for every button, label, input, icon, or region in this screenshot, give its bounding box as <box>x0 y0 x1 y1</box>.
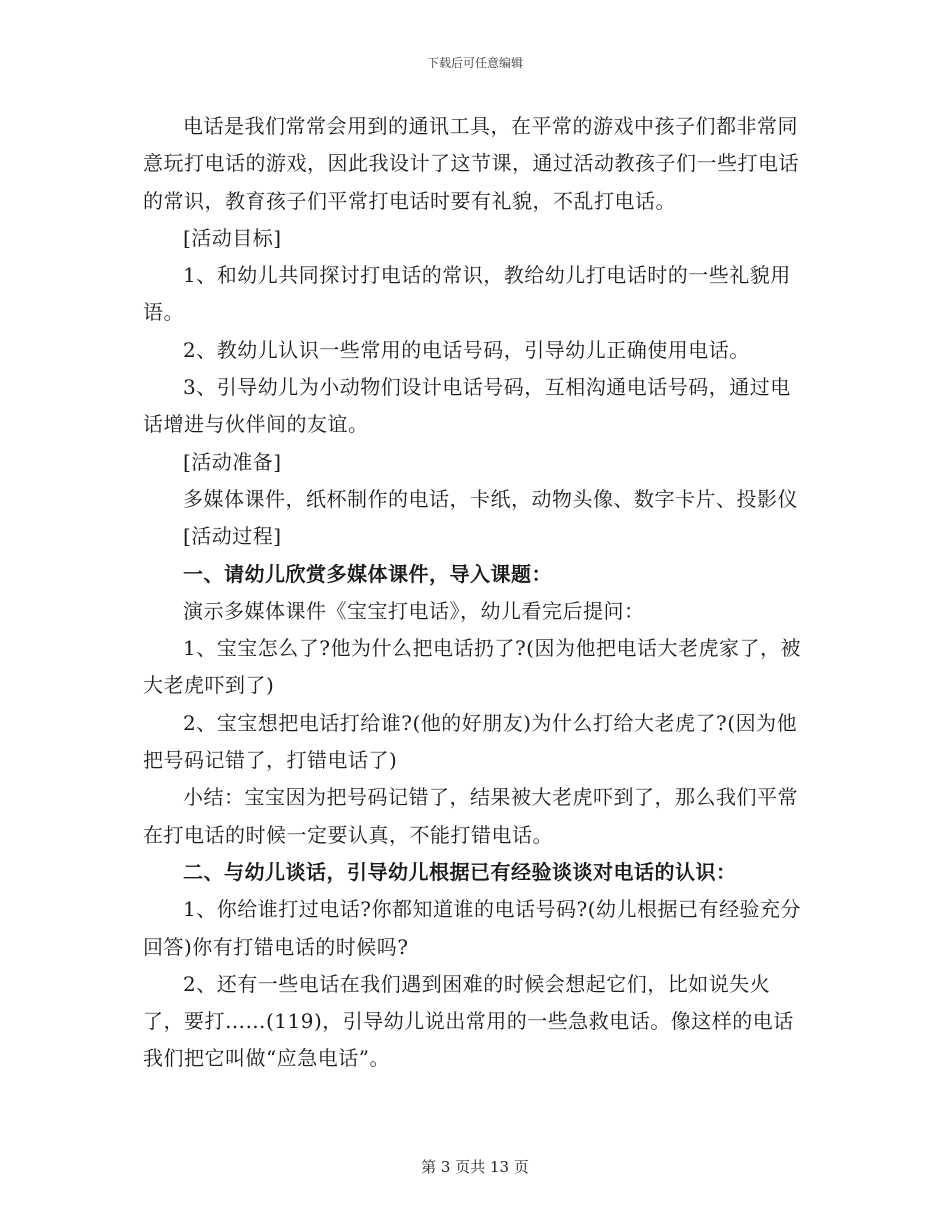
step-2-question-2: 2、还有一些电话在我们遇到困难的时候会想起它们，比如说失火了，要打……(119)，引导幼儿说出常用的一些急救电话。像这样的电话我们把它叫做“应急电话”。 <box>143 971 794 1071</box>
goal-item-2: 2、教幼儿认识一些常用的电话号码，引导幼儿正确使用电话。 <box>183 337 750 362</box>
page-header: 下载后可任意编辑 <box>426 56 523 70</box>
page-footer: 第 3 页共 13 页 <box>421 1158 529 1176</box>
step-1-question-1: 1、宝宝怎么了?他为什么把电话扔了?(因为他把电话大老虎家了，被大老虎吓到了) <box>143 636 801 698</box>
paragraph-intro: 电话是我们常常会用到的通讯工具，在平常的游戏中孩子们都非常同意玩打电话的游戏，因此我设计了这节课，通过活动教孩子们一些打电话的常识，教育孩子们平常打电话时要有礼貌，不乱打电话。 <box>143 114 799 213</box>
step-1-question-2: 2、宝宝想把电话打给谁?(他的好朋友)为什么打给大老虎了?(因为他把号码记错了，打错电话了) <box>143 710 798 773</box>
section-heading-preparation: [活动准备] <box>183 449 282 474</box>
step-heading-1: 一、请幼儿欣赏多媒体课件，导入课题： <box>183 561 552 586</box>
section-heading-goals: [活动目标] <box>183 225 282 250</box>
step-1-intro: 演示多媒体课件《宝宝打电话》，幼儿看完后提问： <box>183 598 645 623</box>
goal-item-3: 3、引导幼儿为小动物们设计电话号码，互相沟通电话号码，通过电话增进与伙伴间的友谊。 <box>143 375 791 437</box>
document-body <box>143 108 808 1078</box>
preparation-text: 多媒体课件，纸杯制作的电话，卡纸，动物头像、数字卡片、投影仪 <box>183 486 798 511</box>
step-2-question-1: 1、你给谁打过电话?你都知道谁的电话号码?(幼儿根据已有经验充分回答)你有打错电话的时候吗? <box>143 897 801 959</box>
goal-item-1: 1、和幼儿共同探讨打电话的常识，教给幼儿打电话时的一些礼貌用语。 <box>143 263 791 325</box>
step-1-summary: 小结：宝宝因为把号码记错了，结果被大老虎吓到了，那么我们平常在打电话的时候一定要认真，不能打错电话。 <box>143 785 798 847</box>
step-heading-2: 二、与幼儿谈话，引导幼儿根据已有经验谈谈对电话的认识： <box>183 859 737 884</box>
section-heading-process: [活动过程] <box>183 524 282 549</box>
